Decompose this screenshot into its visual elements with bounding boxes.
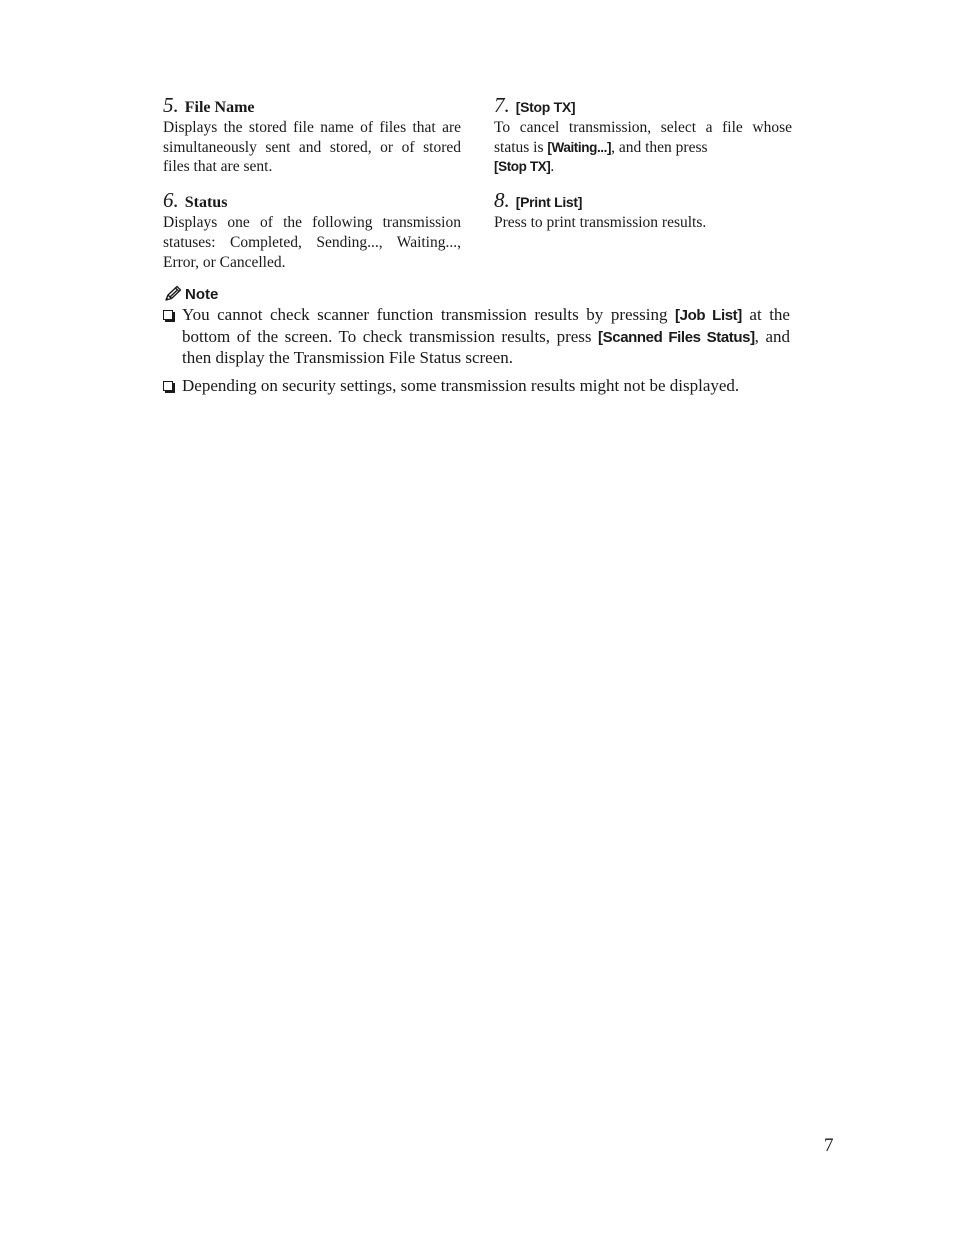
text-run: at the bottom of the screen. To check transmission results, press — [182, 305, 790, 346]
item-status — [163, 187, 461, 272]
pencil-icon — [163, 285, 183, 303]
item-heading — [494, 187, 792, 213]
item-title: Status — [184, 194, 228, 212]
checkbox-bullet-icon — [163, 310, 173, 320]
checkbox-bullet-icon — [163, 381, 173, 391]
text-run: , and then press — [611, 138, 708, 156]
note-item — [163, 305, 790, 369]
note-title: Note — [185, 285, 219, 303]
text-run: To cancel transmission, select a file whose status is — [494, 119, 792, 156]
item-print-list — [494, 187, 792, 233]
text-run: , and then display the Transmission File Status screen. — [182, 326, 790, 367]
note-item — [163, 376, 790, 397]
text-run: . — [550, 158, 555, 176]
note-heading — [163, 283, 790, 305]
item-heading — [494, 92, 792, 118]
note-text — [182, 305, 790, 369]
item-number: 5. — [163, 93, 179, 117]
key-label-job-list: [Job List] — [675, 307, 742, 324]
text-run: You cannot check scanner function transmission results by pressing — [182, 305, 676, 324]
item-number: 7. — [494, 93, 510, 117]
item-description: Displays the stored file name of files that are simultaneously sent and stored, or of stored files that are sent. — [163, 119, 461, 176]
note-text: Depending on security settings, some transmission results might not be displayed. — [182, 375, 740, 395]
item-description — [494, 118, 792, 177]
item-file-name — [163, 92, 461, 177]
item-description: Displays one of the following transmission statuses: Completed, Sending..., Waiting..., Error, or Cancelled. — [163, 214, 461, 271]
item-description: Press to print transmission results. — [494, 214, 707, 232]
item-title: File Name — [184, 99, 255, 116]
key-label-scanned-files-status: [Scanned Files Status] — [598, 328, 755, 346]
item-heading — [163, 92, 461, 118]
page-number: 7 — [824, 1135, 834, 1156]
item-number: 8. — [494, 188, 510, 213]
item-title: [Print List] — [515, 194, 583, 211]
item-stop-tx — [494, 92, 792, 177]
key-label-waiting: [Waiting...] — [547, 139, 612, 155]
note-section — [163, 283, 790, 403]
key-label-stop-tx: [Stop TX] — [494, 159, 551, 175]
right-column — [494, 92, 792, 243]
item-title: [Stop TX] — [515, 99, 576, 115]
item-number: 6. — [163, 188, 179, 213]
left-column — [163, 92, 461, 282]
item-heading — [163, 187, 461, 213]
